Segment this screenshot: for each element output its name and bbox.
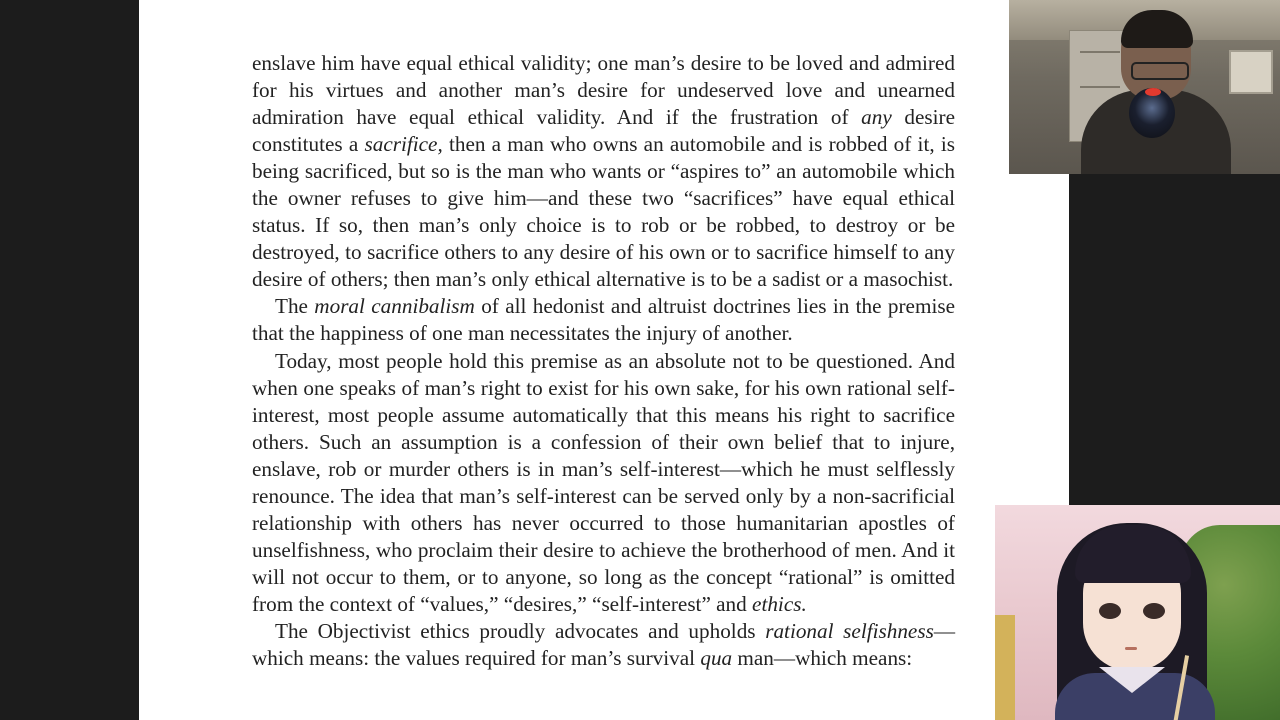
webcam-wall-frame (1229, 50, 1273, 94)
italic-text: rational selfishness (765, 618, 934, 643)
text-segment: Today, most people hold this premise as an absolute not to be questioned. And when one speaks of man’s right to exist for his own sake, for his own rational self-interest, most people assume automatically that this means his right to sacrifice others. Such an assumption is a confession of their own belief that to injure, enslave, rob or murder others is in man’s self-interest—which he must selflessly renounce. The idea that man’s self-interest can be served only by a non-sacrificial relationship with others has never occurred to those humanitarian apostles of unselfishness, who proclaim their desire to achieve the brotherhood of men. And it will not occur to them, or to anyone, so long as the concept “rational” is omitted from the context of “values,” “desires,” “self-interest” and (252, 348, 955, 616)
text-segment: The (275, 294, 315, 319)
avatar-right-eye (1143, 603, 1165, 619)
paragraph (252, 618, 955, 672)
italic-text: ethics. (752, 591, 807, 616)
italic-text: qua (700, 646, 733, 671)
avatar-pole (995, 615, 1015, 720)
webcam-glasses (1131, 62, 1189, 80)
webcam-overlay (1009, 0, 1280, 174)
right-gutter (1069, 174, 1280, 504)
italic-text: sacrifice, (364, 132, 443, 157)
text-segment: man—which means: (732, 646, 913, 671)
mic-light (1145, 88, 1161, 96)
avatar-left-eye (1099, 603, 1121, 619)
text-segment: of all hedonist and altruist doctrines lies in the premise that the happiness of one man necessitates the injury of another. (252, 294, 955, 346)
avatar-mouth (1125, 647, 1137, 650)
italic-text: moral cannibalism (314, 294, 475, 319)
paragraph (252, 50, 955, 293)
document-page[interactable] (139, 0, 1069, 720)
paragraph (252, 348, 955, 618)
avatar-overlay (995, 505, 1280, 720)
text-segment: then a man who owns an automobile and is robbed of it, is being sacrificed, but so is the man who wants or “aspires to” an automobile which the owner refuses to give him—and these two “sacrifices” have equal ethical status. If so, then man’s only choice is to rob or be robbed, to destroy or be destroyed, to sacrifice others to any desire of his own or to sacrifice himself to any desire of others; then man’s only ethical alternative is to be a sadist or a masochist. (252, 132, 955, 292)
document-text (252, 50, 955, 672)
paragraph (252, 293, 955, 347)
text-segment: desire constitutes a (252, 105, 955, 157)
italic-text: any (861, 105, 892, 130)
text-segment: —which means: the values required for man’s survival (252, 618, 956, 671)
left-margin (0, 0, 139, 720)
text-segment: enslave him have equal ethical validity; one man’s desire to be loved and admired for his virtues and another man’s desire for undeserved love and unearned admiration have equal ethical validity. And if the frustration of (252, 51, 955, 130)
text-segment: The Objectivist ethics proudly advocates and upholds (275, 618, 766, 643)
